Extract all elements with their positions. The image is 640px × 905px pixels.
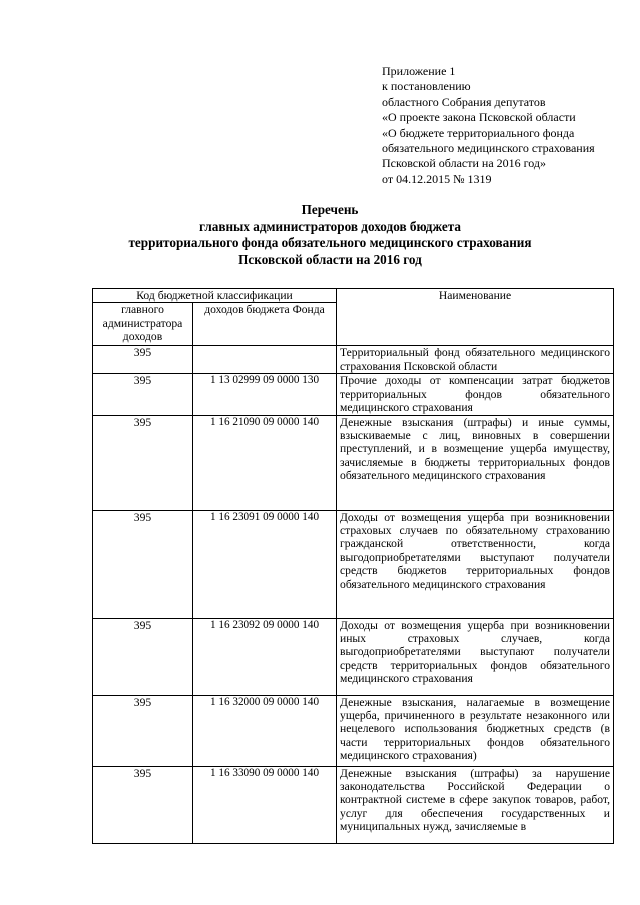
table-row — [93, 695, 614, 766]
revenue-code-cell — [193, 346, 337, 374]
appendix-line: обязательного медицинского страхования — [382, 141, 595, 156]
appendix-line: Приложение 1 — [382, 64, 456, 78]
table-row — [93, 766, 614, 843]
appendix-line: Псковской области на 2016 год» — [382, 156, 547, 171]
header-budget-classification: Код бюджетной классификации — [93, 289, 337, 303]
name-cell: Прочие доходы от компенсации затрат бюджетов территориальных фондов обязательного медицинского страхования — [337, 374, 614, 415]
admin-code-cell: 395 — [93, 766, 193, 843]
admin-code-cell: 395 — [93, 510, 193, 618]
admin-code-cell: 395 — [93, 695, 193, 766]
title-line: главных администраторов доходов бюджета — [199, 218, 461, 234]
header-main-administrator: главного администратора доходов — [93, 303, 193, 346]
appendix-line: «О проекте закона Псковской области — [382, 110, 576, 125]
table-row — [93, 618, 614, 695]
appendix-line: от 04.12.2015 № 1319 — [382, 171, 492, 186]
table-row — [93, 415, 614, 510]
document-title — [60, 202, 600, 268]
admin-code-cell: 395 — [93, 374, 193, 415]
name-cell: Денежные взыскания (штрафы) и иные суммы, взыскиваемые с лиц, виновных в совершении преступлений, и в возмещение ущерба имуществу, зачисляемые в бюджеты территориальных фондов обязательного медицинского страхования — [337, 415, 614, 510]
table-row — [93, 346, 614, 374]
name-cell: Территориальный фонд обязательного медицинского страхования Псковской области — [337, 346, 614, 374]
revenue-code-cell: 1 16 21090 09 0000 140 — [193, 415, 337, 510]
name-cell: Доходы от возмещения ущерба при возникновении страховых случаев по обязательному страхованию гражданской ответственности, когда выгодоприобретателями выступают получатели средств бюджетов территориальных фондов обязательного медицинского страхования — [337, 510, 614, 618]
name-cell: Денежные взыскания, налагаемые в возмещение ущерба, причиненного в результате незаконного или нецелевого использования бюджетных средств (в части территориальных фондов обязательного медицинского страхования) — [337, 695, 614, 766]
header-name: Наименование — [337, 289, 614, 346]
appendix-line: областного Собрания депутатов — [382, 94, 546, 109]
name-cell: Доходы от возмещения ущерба при возникновении иных страховых случаев, когда выгодоприобретателями выступают получатели средств территориальных фондов обязательного медицинского страхования — [337, 618, 614, 695]
title-line: территориального фонда обязательного медицинского страхования — [128, 235, 532, 250]
revenue-code-cell: 1 16 33090 09 0000 140 — [193, 766, 337, 843]
name-cell — [337, 766, 614, 843]
admin-code-cell: 395 — [93, 346, 193, 374]
admin-code-cell: 395 — [93, 618, 193, 695]
appendix-note — [382, 64, 632, 187]
revenue-code-cell: 1 16 23091 09 0000 140 — [193, 510, 337, 618]
appendix-line: «О бюджете территориального фонда — [382, 125, 575, 140]
table-row — [93, 374, 614, 415]
title-line: Перечень — [301, 202, 359, 217]
name-cell-text: Денежные взыскания (штрафы) за нарушение законодательства Российской Федерации о контрактной системе в сфере закупок товаров, работ, услуг для обеспечения государственных и муниципальных нужд, зачисляемые в — [340, 766, 611, 834]
administrators-table — [92, 288, 614, 844]
appendix-line: к постановлению — [382, 79, 471, 94]
admin-code-cell: 395 — [93, 415, 193, 510]
revenue-code-cell: 1 13 02999 09 0000 130 — [193, 374, 337, 415]
table-row — [93, 510, 614, 618]
revenue-code-cell: 1 16 23092 09 0000 140 — [193, 618, 337, 695]
header-fund-revenue-code: доходов бюджета Фонда — [193, 303, 337, 346]
revenue-code-cell: 1 16 32000 09 0000 140 — [193, 695, 337, 766]
title-line: Псковской области на 2016 год — [238, 251, 422, 267]
